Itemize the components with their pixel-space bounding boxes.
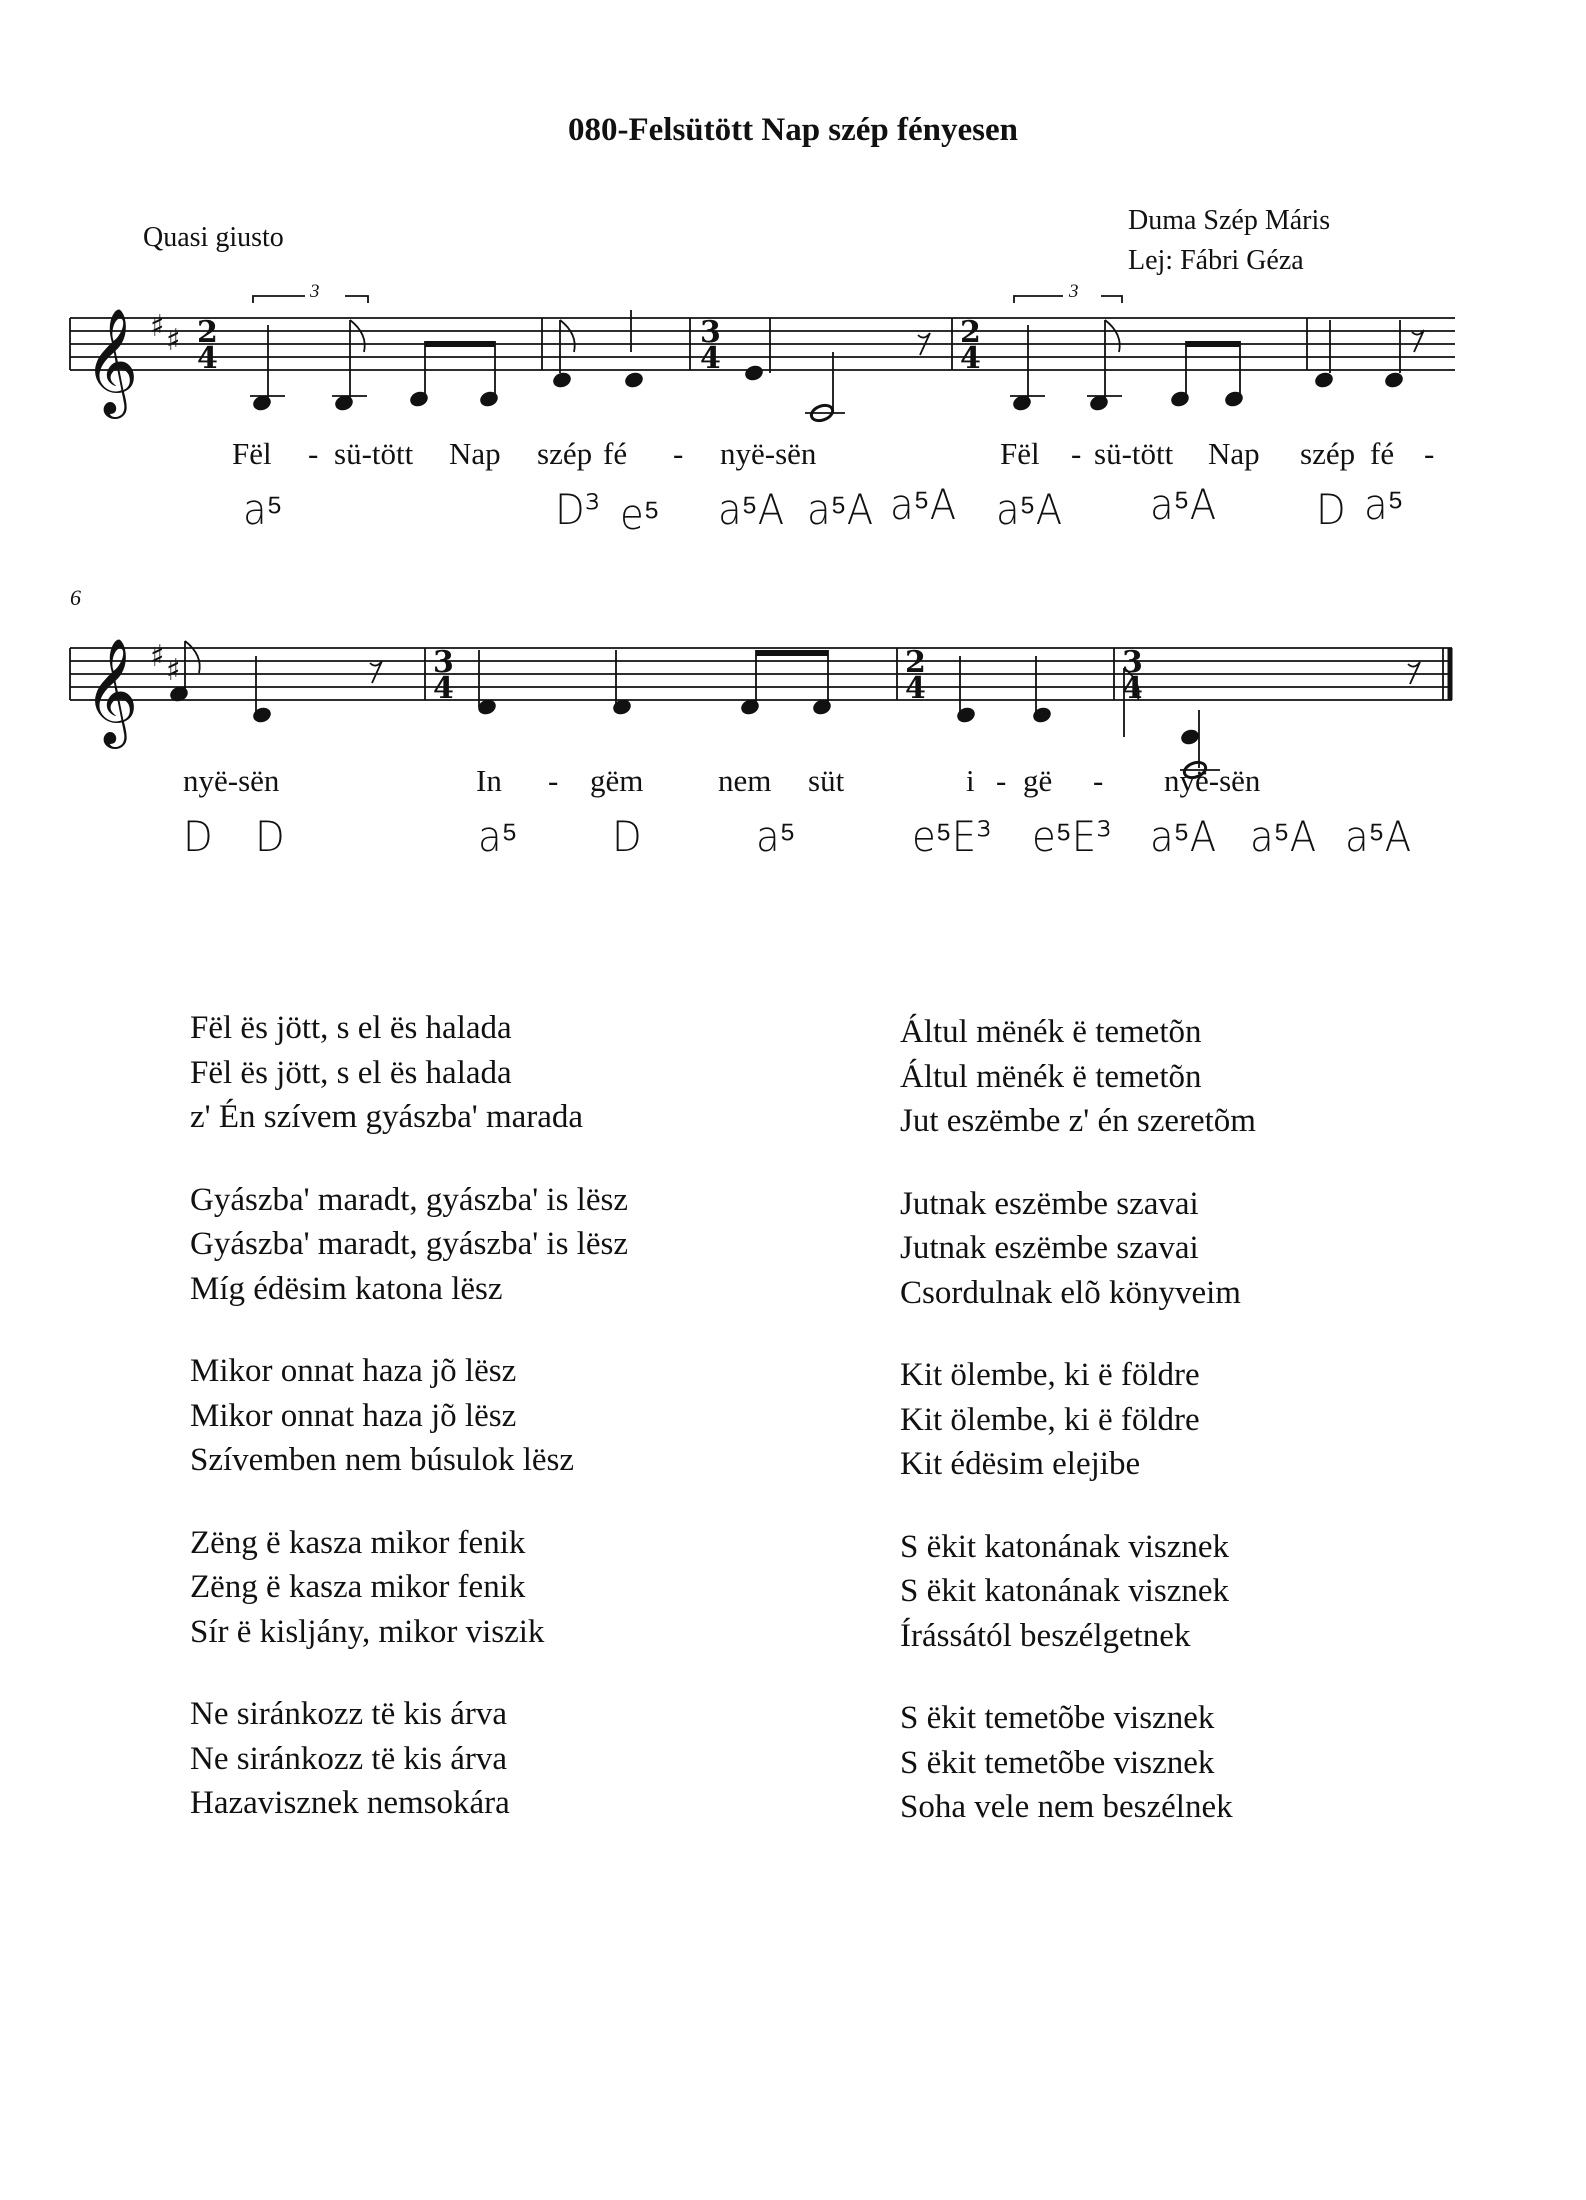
verse-line: Zëng ë kasza mikor fenik: [190, 1569, 526, 1605]
svg-text:2: 2: [197, 315, 218, 350]
lyric-hyphen: -: [308, 436, 319, 471]
svg-text:2: 2: [905, 645, 926, 680]
chord-symbol: e⁵E³: [912, 812, 992, 861]
svg-text:4: 4: [905, 671, 926, 706]
chord-symbol: a⁵A: [1150, 480, 1217, 529]
verse-line: Míg édësim katona lësz: [190, 1270, 503, 1307]
lyric-syllable: gë: [1023, 763, 1053, 798]
lyric-hyphen: -: [996, 763, 1007, 798]
chord-symbol: D: [183, 812, 213, 861]
lyric-syllable: nyë-sën: [1164, 763, 1261, 798]
chord-symbol: a⁵A: [718, 485, 785, 534]
verse-line: Zëng ë kasza mikor fenik: [190, 1524, 526, 1561]
performer-name: Duma Szép Máris: [1128, 205, 1331, 236]
verse-line: Írássától beszélgetnek: [900, 1617, 1191, 1654]
lyric-syllable: Fël: [1000, 436, 1040, 471]
chord-symbol: e⁵E³: [1032, 812, 1112, 861]
lyric-syllable: fé: [603, 436, 628, 471]
tempo-marking: Quasi giusto: [143, 222, 284, 253]
verse-line: S ëkit katonának visznek: [900, 1573, 1230, 1609]
verse-line: Soha vele nem beszélnek: [900, 1789, 1233, 1825]
verse-line: Szívemben nem búsulok lësz: [190, 1442, 575, 1478]
verse-line: Áltul mënék ë temetõn: [900, 1058, 1202, 1095]
svg-text:4: 4: [433, 671, 454, 706]
lyric-syllable: nyë-sën: [720, 436, 817, 471]
lyric-syllable: süt: [808, 763, 845, 798]
chord-symbol: a⁵A: [807, 485, 874, 534]
chord-symbol: a⁵: [478, 812, 518, 861]
verse-line: Gyászba' maradt, gyászba' is lësz: [190, 1181, 628, 1218]
svg-text:3: 3: [1122, 645, 1143, 680]
verses-left-column: [190, 1006, 628, 1864]
verse-stanza: [190, 1349, 628, 1483]
svg-text:𝄞: 𝄞: [84, 637, 139, 744]
verse-line: Jutnak eszëmbe szavai: [900, 1230, 1199, 1266]
svg-text:4: 4: [700, 341, 721, 376]
chord-symbol: D³: [555, 485, 601, 534]
verse-line: Kit ölembe, ki ë földre: [900, 1401, 1200, 1438]
page-title: 080-Felsütött Nap szép fényesen: [567, 112, 1019, 148]
lyric-hyphen: -: [1424, 436, 1435, 471]
verse-line: Mikor onnat haza jõ lësz: [190, 1397, 517, 1434]
chord-symbol: a⁵: [1364, 480, 1404, 529]
lyric-hyphen: -: [673, 436, 684, 471]
verse-line: Jutnak eszëmbe szavai: [900, 1185, 1199, 1222]
verse-stanza: [190, 1692, 628, 1826]
svg-text:4: 4: [1122, 671, 1143, 706]
verse-stanza: [900, 1696, 1256, 1830]
verse-line: Kit ölembe, ki ë földre: [900, 1357, 1200, 1393]
svg-text:𝄞: 𝄞: [84, 307, 139, 414]
verse-line: Hazavisznek nemsokára: [190, 1785, 510, 1821]
svg-text:4: 4: [197, 341, 218, 376]
verse-stanza: [900, 1353, 1256, 1487]
chord-symbol: e⁵: [620, 490, 660, 539]
verse-line: S ëkit temetõbe visznek: [900, 1744, 1215, 1781]
lyric-syllable: sü-tött: [1094, 436, 1174, 471]
tuplet-number: 3: [310, 281, 320, 302]
lyric-syllable: gëm: [590, 763, 644, 798]
chord-symbol: a⁵A: [1345, 812, 1412, 861]
verse-line: Gyászba' maradt, gyászba' is lësz: [190, 1226, 628, 1262]
lyric-syllable: Nap: [1208, 436, 1260, 471]
svg-text:♯: ♯: [166, 653, 181, 688]
lyric-hyphen: -: [548, 763, 559, 798]
lyric-syllable: fé: [1370, 436, 1395, 471]
verse-line: z' Én szívem gyászba' marada: [190, 1099, 584, 1135]
verse-line: S ëkit katonának visznek: [900, 1528, 1230, 1565]
chord-symbol: D: [612, 812, 642, 861]
chord-symbol: a⁵A: [996, 485, 1063, 534]
verse-stanza: [190, 1178, 628, 1312]
verse-line: Áltul mënék ë temetõn: [900, 1014, 1202, 1050]
verse-line: Csordulnak elõ könyveim: [900, 1274, 1241, 1311]
svg-text:♯: ♯: [150, 639, 165, 674]
verse-line: Mikor onnat haza jõ lësz: [190, 1353, 517, 1389]
verse-stanza: [190, 1006, 628, 1140]
lyric-syllable: Nap: [449, 436, 501, 471]
svg-text:♯: ♯: [166, 323, 181, 358]
verse-line: Ne siránkozz të kis árva: [190, 1740, 508, 1777]
lyric-syllable: Fël: [232, 436, 272, 471]
lyric-syllable: sü-tött: [334, 436, 414, 471]
svg-text:4: 4: [960, 341, 981, 376]
lyric-syllable: nem: [718, 763, 772, 798]
lyric-hyphen: -: [1093, 763, 1104, 798]
svg-text:2: 2: [960, 315, 981, 350]
chord-symbol: a⁵A: [890, 480, 957, 529]
measure-number: 6: [70, 585, 81, 610]
collector-credit: Lej: Fábri Géza: [1128, 245, 1304, 276]
verse-line: Kit édësim elejibe: [900, 1446, 1141, 1482]
verse-line: S ëkit temetõbe visznek: [900, 1700, 1215, 1736]
chord-symbol: a⁵A: [1250, 812, 1317, 861]
verse-line: Fël ës jött, s el ës halada: [190, 1054, 512, 1091]
chord-symbol: D: [1316, 485, 1346, 534]
verse-stanza: [900, 1525, 1256, 1659]
lyric-syllable: i: [966, 763, 975, 798]
verse-line: Jut eszëmbe z' én szeretõm: [900, 1103, 1256, 1139]
lyric-syllable: In: [476, 763, 502, 798]
lyric-hyphen: -: [1071, 436, 1082, 471]
lyric-syllable: nyë-sën: [183, 763, 280, 798]
verses-right-column: [900, 1010, 1256, 1868]
lyric-syllable: szép: [537, 436, 593, 471]
verse-line: Fël ës jött, s el ës halada: [190, 1010, 512, 1046]
verse-line: Ne siránkozz të kis árva: [190, 1696, 508, 1732]
lyric-syllable: szép: [1300, 436, 1356, 471]
verse-stanza: [900, 1010, 1256, 1144]
tuplet-number: 3: [1069, 281, 1079, 302]
verse-line: Sír ë kisljány, mikor viszik: [190, 1613, 545, 1650]
verse-stanza: [190, 1521, 628, 1655]
svg-text:♯: ♯: [150, 309, 165, 344]
svg-text:3: 3: [433, 645, 454, 680]
svg-text:3: 3: [700, 315, 721, 350]
verse-stanza: [900, 1182, 1256, 1316]
chord-symbol: a⁵: [243, 485, 283, 534]
chord-symbol: a⁵A: [1150, 812, 1217, 861]
chord-symbol: D: [255, 812, 285, 861]
chord-symbol: a⁵: [756, 812, 796, 861]
